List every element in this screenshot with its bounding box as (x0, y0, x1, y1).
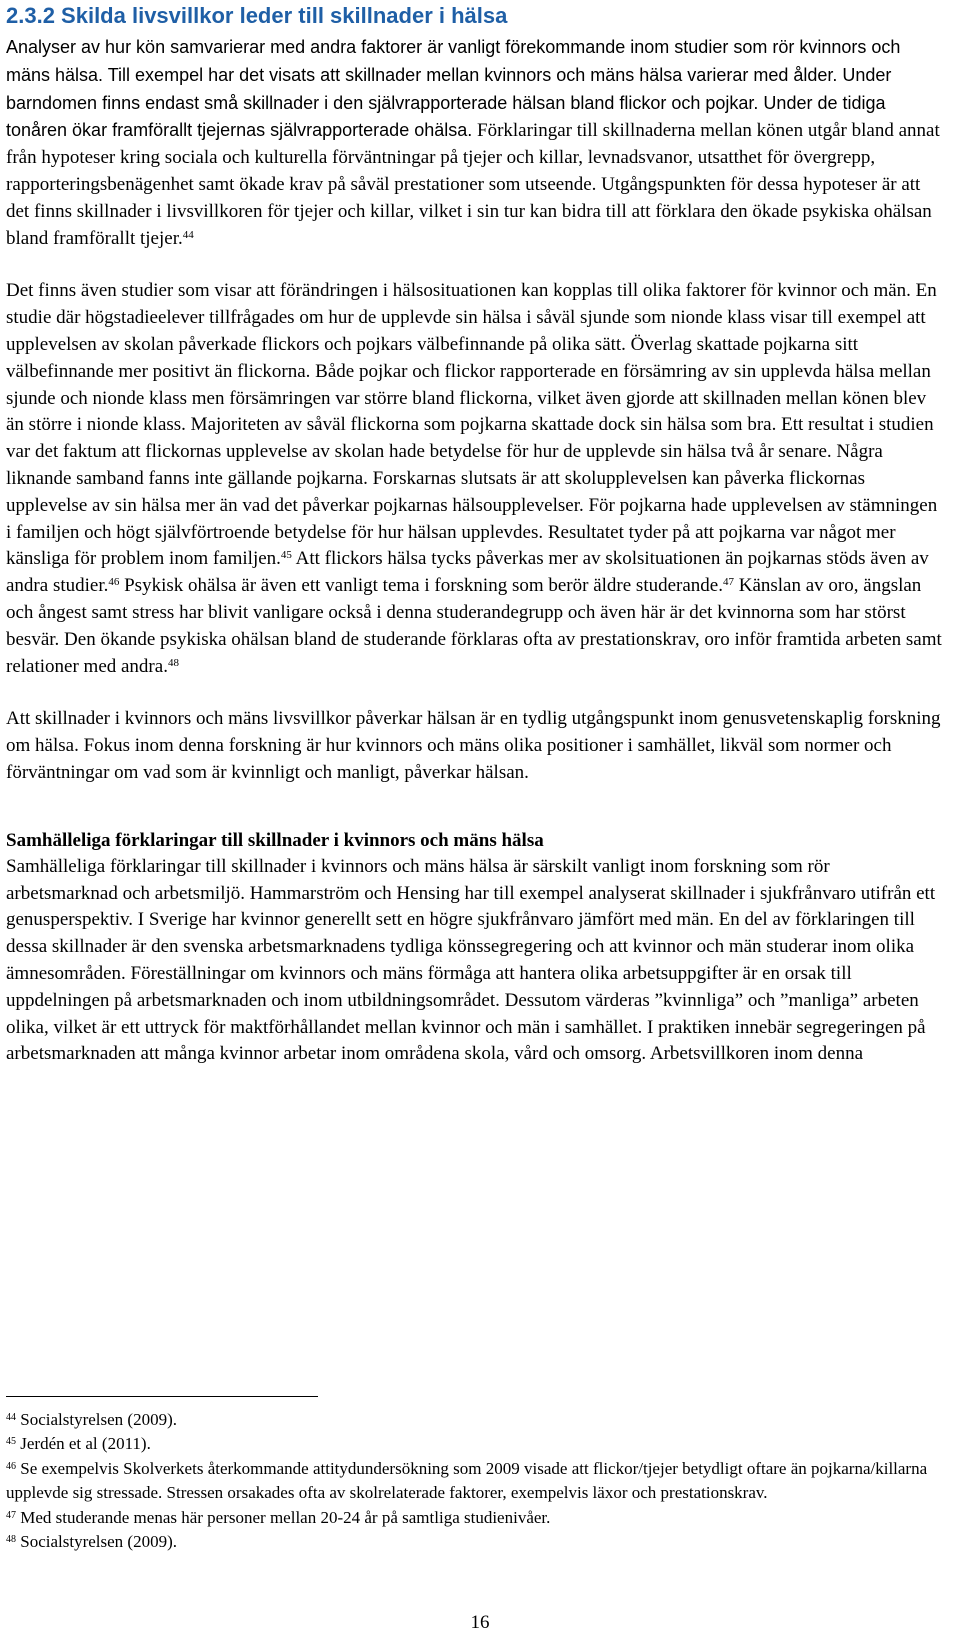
footnote-number: 45 (6, 1436, 16, 1448)
paragraph-2-text-b: Att flickors hälsa tycks påverkas mer av skolsituationen än pojkarnas stöds även av andra studier. (6, 548, 929, 597)
paragraph-1-serif-text: Förklaringar till skillnaderna mellan könen utgår bland annat från hypoteser kring sociala och kulturella förväntningar på tjejer och killar, levnadsvanor, utsatthet för övergrepp, rapporteringsbenägenhet samt ökade krav på såväl prestationer som utseende. Utgångspunkten för dessa hypoteser är att det finns skillnader i livsvillkoren för tjejer och killar, vilket i sin tur kan bidra till att förklara den ökade psykiska ohälsan bland framförallt tjejer. (6, 120, 940, 249)
paragraph-1 (6, 34, 946, 252)
footnote-ref-46[interactable]: 46 (108, 576, 120, 589)
footnote-ref-44[interactable]: 44 (182, 228, 194, 241)
footnote-48 (6, 1530, 936, 1554)
paragraph-2-text-c: Psykisk ohälsa är även ett vanligt tema i forskning som berör äldre studerande. (119, 575, 723, 597)
footnote-text: Socialstyrelsen (2009). (16, 1532, 177, 1552)
paragraph-2-text-a: Det finns även studier som visar att förändringen i hälsosituationen kan kopplas till olika faktorer för kvinnor och män. En studie där högstadieelever tillfrågades om hur de upplevde sin hälsa i såväl sjunde som nionde klass visar till exempel att upplevelsen av skolan påverkade flickors och pojkars välbefinnande på olika sätt. Överlag skattade pojkarna sitt välbefinnande mer positivt än flickorna. Både pojkar och flickor rapporterade en försämring av sin upplevda hälsa mellan sjunde och nionde klass men försämringen var större bland flickorna, vilket även gjorde att skillnaden mellan könen blev än större i nionde klass. Majoriteten av såväl flickorna som pojkarna skattade dock sin hälsa som bra. Ett resultat i studien var det faktum att flickornas upplevelse av skolan hade betydelse för hur de upplevde sin hälsa två år senare. Några liknande samband fanns inte gällande pojkarna. Forskarnas slutsats är att skolupplevelsen kan påverka flickornas upplevelse av sin hälsa mer än vad det påverkar pojkarnas hälsoupplevelser. För pojkarna hade upplevelsen av stämningen i familjen och högt självförtroende betydelse för hur hälsan upplevdes. Resultatet tyder på att pojkarna var något mer känsliga för problem inom familjen. (6, 280, 938, 570)
footnote-text: Jerdén et al (2011). (16, 1434, 151, 1454)
footnote-46 (6, 1457, 936, 1506)
footnote-number: 46 (6, 1460, 16, 1472)
footnote-ref-48[interactable]: 48 (167, 656, 179, 669)
footnote-separator (6, 1396, 318, 1397)
paragraph-2-text-d: Känslan av oro, ängslan och ångest samt stress har blivit vanligare också i denna studerandegrupp och även här är det kvinnorna som har störst besvär. Den ökande psykiska ohälsan bland de studerande förklaras ofta av prestationskrav, oro inför framtida arbeten samt relationer med andra. (6, 575, 942, 677)
footnote-text: Se exempelvis Skolverkets återkommande attitydundersökning som 2009 visade att flickor/tjejer betydligt oftare än pojkarna/killarna upplevde sig stressade. Stressen orsakades ofta av skolrelaterade faktorer, exempelvis läxor och prestationskrav. (6, 1458, 928, 1503)
footnote-45 (6, 1432, 936, 1456)
paragraph-2 (6, 278, 946, 680)
page-number: 16 (470, 1612, 490, 1633)
footnote-text: Socialstyrelsen (2009). (16, 1410, 177, 1429)
footnote-44 (6, 1408, 936, 1432)
paragraph-3: Att skillnader i kvinnors och mäns livsvillkor påverkar hälsan är en tydlig utgångspunkt inom genusvetenskaplig forskning om hälsa. Fokus inom denna forskning är hur kvinnors och mäns olika positioner i samhället, likväl som normer och förväntningar om vad som är kvinnligt och manligt, påverkar hälsan. (6, 708, 941, 783)
footnote-number: 47 (6, 1509, 16, 1521)
paragraph-1-sans-text: Analyser av hur kön samvarierar med andra faktorer är vanligt förekommande inom studier som rör kvinnors och mäns hälsa. Till exempel har det visats att skillnader mellan kvinnors och mäns hälsa varierar med ålder. Under barndomen finns endast små skillnader i den självrapporterade hälsan bland flickor och pojkar. Under de tidiga tonåren ökar framförallt tjejernas självrapporterade ohälsa. (6, 37, 901, 141)
footnote-number: 44 (6, 1412, 16, 1423)
footnote-text: Med studerande menas här personer mellan 20-24 år på samtliga studienivåer. (16, 1507, 551, 1527)
subheading: Samhälleliga förklaringar till skillnader i kvinnors och mäns hälsa (6, 829, 544, 851)
footnote-47 (6, 1506, 936, 1530)
footnote-ref-47[interactable]: 47 (722, 576, 734, 589)
footnote-ref-45[interactable]: 45 (280, 549, 292, 562)
section-heading: 2.3.2 Skilda livsvillkor leder till skillnader i hälsa (6, 3, 508, 28)
footnote-number: 48 (6, 1534, 16, 1546)
paragraph-4: Samhälleliga förklaringar till skillnader i kvinnors och mäns hälsa är särskilt vanligt inom forskning som rör arbetsmarknad och arbetsmiljö. Hammarström och Hensing har till exempel analyserat skillnader i sjukfrånvaro utifrån ett genusperspektiv. I Sverige har kvinnor generellt sett en högre sjukfrånvaro jämfört med män. En del av förklaringen till dessa skillnader är den svenska arbetsmarknadens tydliga könssegregering och att kvinnor och män studerar inom olika ämnesområden. Föreställningar om kvinnors och mäns förmåga att hantera olika arbetsuppgifter är en orsak till uppdelningen på arbetsmarknaden och inom utbildningsområdet. Dessutom värderas ”kvinnliga” och ”manliga” arbeten olika, vilket är ett uttryck för maktförhållandet mellan kvinnor och män i samhället. I praktiken innebär segregeringen på arbetsmarknaden att många kvinnor arbetar inom områdena skola, vård och omsorg. Arbetsvillkoren inom denna (6, 855, 936, 1065)
document-page (6, 0, 946, 1068)
footnotes (6, 1408, 936, 1554)
